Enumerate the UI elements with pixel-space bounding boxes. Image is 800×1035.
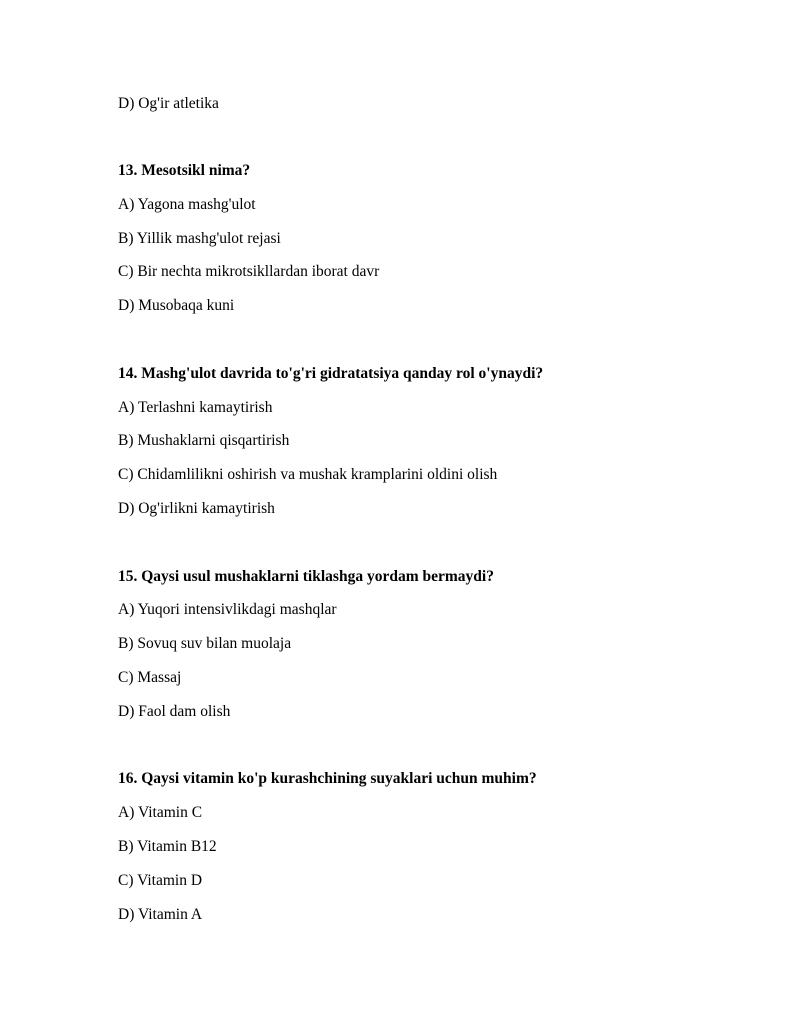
- question-13-option-b: B) Yillik mashg'ulot rejasi: [118, 230, 281, 247]
- question-14-option-b: B) Mushaklarni qisqartirish: [118, 432, 290, 449]
- question-16-option-a: A) Vitamin C: [118, 804, 203, 821]
- question-15-option-b: B) Sovuq suv bilan muolaja: [118, 635, 292, 652]
- question-14-option-d: D) Og'irlikni kamaytirish: [118, 500, 275, 517]
- question-16-option-b: B) Vitamin B12: [118, 838, 217, 855]
- question-16-option-c: C) Vitamin D: [118, 872, 203, 889]
- question-15-option-c: C) Massaj: [118, 669, 182, 686]
- question-13-option-d: D) Musobaqa kuni: [118, 297, 235, 314]
- question-15-title: 15. Qaysi usul mushaklarni tiklashga yordam bermaydi?: [118, 568, 494, 585]
- question-14-option-a: A) Terlashni kamaytirish: [118, 399, 273, 416]
- question-16-title: 16. Qaysi vitamin ko'p kurashchining suyaklari uchun muhim?: [118, 770, 537, 787]
- question-14-title: 14. Mashg'ulot davrida to'g'ri gidratatsiya qanday rol o'ynaydi?: [118, 365, 544, 382]
- question-15-option-a: A) Yuqori intensivlikdagi mashqlar: [118, 601, 337, 618]
- question-13-option-c: C) Bir nechta mikrotsikllardan iborat davr: [118, 263, 380, 280]
- question-13-title: 13. Mesotsikl nima?: [118, 162, 251, 179]
- question-13-option-a: A) Yagona mashg'ulot: [118, 196, 256, 213]
- question-14-option-c: C) Chidamlilikni oshirish va mushak kramplarini oldini olish: [118, 466, 498, 483]
- prev-question-option-d: D) Og'ir atletika: [118, 95, 219, 112]
- question-15-option-d: D) Faol dam olish: [118, 703, 231, 720]
- question-16-option-d: D) Vitamin A: [118, 906, 203, 923]
